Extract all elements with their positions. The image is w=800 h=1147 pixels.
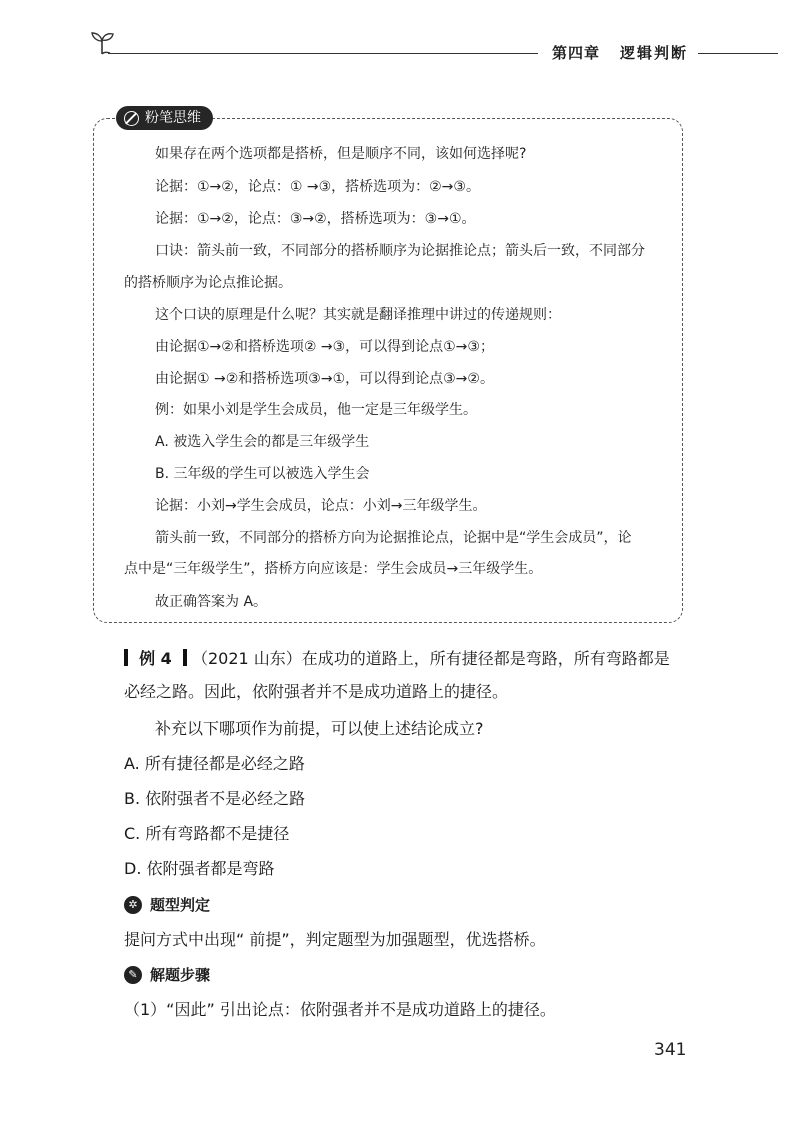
section-steps-heading xyxy=(124,964,210,985)
box-line: B. 三年级的学生可以被选入学生会 xyxy=(155,466,370,482)
key-icon: ✎ xyxy=(124,966,142,984)
box-line: 由论据①→②和搭桥选项② →③，可以得到论点①→③； xyxy=(155,339,494,355)
option-d: D. 依附强者都是弯路 xyxy=(124,859,275,878)
section-label: 逻辑判断 xyxy=(620,44,689,62)
page-header xyxy=(0,0,800,80)
box-line: 的搭桥顺序为论点推论据。 xyxy=(124,275,292,291)
box-line: 故正确答案为 A。 xyxy=(155,594,268,610)
box-line: 箭头前一致，不同部分的搭桥方向为论据推论点，论据中是“学生会成员”，论 xyxy=(155,530,632,546)
box-line: 如果存在两个选项都是搭桥，但是顺序不同，该如何选择呢? xyxy=(155,146,527,162)
box-line: 口诀：箭头前一致，不同部分的搭桥顺序为论据推论点；箭头后一致，不同部分 xyxy=(155,243,645,259)
option-c: C. 所有弯路都不是捷径 xyxy=(124,824,290,843)
box-line: 论据：小刘→学生会成员，论点：小刘→三年级学生。 xyxy=(155,498,487,514)
header-rule-left xyxy=(108,53,538,54)
example-stem-line2: 必经之路。因此，依附强者并不是成功道路上的捷径。 xyxy=(124,682,509,701)
example-label: 例 4 xyxy=(139,649,172,668)
section-steps-title: 解题步骤 xyxy=(150,966,211,984)
chapter-label: 第四章 xyxy=(552,44,601,62)
box-line: A. 被选入学生会的都是三年级学生 xyxy=(155,434,370,450)
gear-icon: ✲ xyxy=(124,896,142,914)
section-type-title: 题型判定 xyxy=(150,896,211,914)
box-line: 点中是“三年级学生”，搭桥方向应该是：学生会成员→三年级学生。 xyxy=(124,561,543,577)
thinking-box-title-text: 粉笔思维 xyxy=(145,110,201,126)
box-line: 论据：①→②，论点：① →③，搭桥选项为：②→③。 xyxy=(155,179,480,195)
box-line: 论据：①→②，论点：③→②，搭桥选项为：③→①。 xyxy=(155,211,476,227)
page-number: 341 xyxy=(654,1040,687,1060)
example-bar-right xyxy=(183,649,187,666)
section-type-heading xyxy=(124,894,210,915)
box-line: 由论据① →②和搭桥选项③→①，可以得到论点③→②。 xyxy=(155,371,494,387)
box-line: 这个口诀的原理是什么呢？其实就是翻译推理中讲过的传递规则： xyxy=(155,307,561,323)
example-stem-text: （2021 山东）在成功的道路上，所有捷径都是弯路，所有弯路都是 xyxy=(192,649,670,668)
example-stem-line1 xyxy=(124,648,670,670)
sprout-icon xyxy=(88,28,116,56)
option-a: A. 所有捷径都是必经之路 xyxy=(124,754,305,773)
example-bar-left xyxy=(124,649,128,666)
option-b: B. 依附强者不是必经之路 xyxy=(124,789,306,808)
example-question: 补充以下哪项作为前提，可以使上述结论成立? xyxy=(155,719,484,738)
step-1: （1）“因此” 引出论点：依附强者并不是成功道路上的捷径。 xyxy=(124,1000,556,1019)
section-type-text: 提问方式中出现“ 前提”，判定题型为加强题型，优选搭桥。 xyxy=(124,930,546,949)
header-rule-right xyxy=(698,53,778,54)
thinking-box-title xyxy=(116,106,213,130)
pen-icon xyxy=(124,111,139,126)
box-line: 例：如果小刘是学生会成员，他一定是三年级学生。 xyxy=(155,402,477,418)
